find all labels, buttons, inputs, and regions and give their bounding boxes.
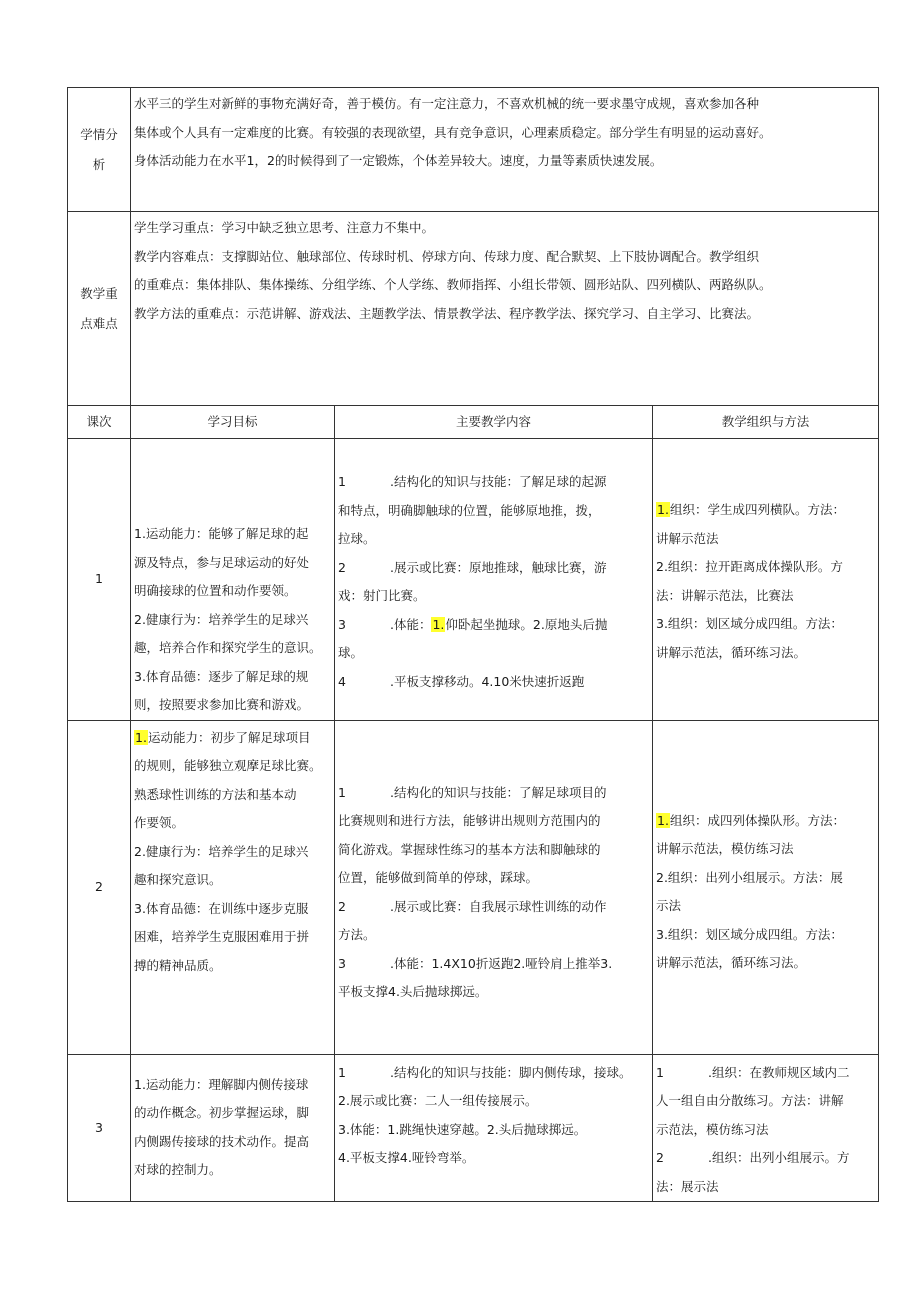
lesson-row-1 <box>68 439 879 721</box>
focus-label: 教学重 点难点 <box>68 212 131 406</box>
analysis-label: 学情分 析 <box>68 88 131 212</box>
lesson-method: 1.组织：成四列体操队形。方法： 讲解示范法，模仿练习法 2.组织：出列小组展示。方法：展 示法 3.组织：划区域分成四组。方法： 讲解示范法，循环练习法。 <box>653 720 879 1054</box>
lesson-row-2 <box>68 720 879 1054</box>
lesson-method: 1.组织：学生成四列横队。方法： 讲解示范法 2.组织：拉开距离成体操队形。方 法：讲解示范法，比赛法 3.组织：划区域分成四组。方法： 讲解示范法，循环练习法。 <box>653 439 879 721</box>
lesson-number: 3 <box>68 1054 131 1202</box>
lesson-content: 1 .结构化的知识与技能：了解足球项目的 比赛规则和进行方法，能够讲出规则方范围内的 简化游戏。掌握球性练习的基本方法和脚触球的 位置，能够做到简单的停球，踩球。 2 .展示或比赛：自我展示球性训练的动作 方法。 3 .体能：1.4X10折返跑2.哑铃肩上推举3. 平板支撑4.头后抛球掷远。 <box>335 720 653 1054</box>
lesson-goals: 1.运动能力：能够了解足球的起 源及特点，参与足球运动的好处 明确接球的位置和动作要领。 2.健康行为：培养学生的足球兴 趣，培养合作和探究学生的意识。 3.体育品德：逐步了解足球的规 则，按照要求参加比赛和游戏。 <box>131 439 335 721</box>
table-header-row <box>68 406 879 439</box>
lesson-goals: 1.运动能力：初步了解足球项目 的规则，能够独立观摩足球比赛。 熟悉球性训练的方法和基本动 作要领。 2.健康行为：培养学生的足球兴 趣和探究意识。 3.体育品德：在训练中逐步克服 困难，培养学生克服困难用于拼 搏的精神品质。 <box>131 720 335 1054</box>
analysis-text: 水平三的学生对新鲜的事物充满好奇，善于模仿。有一定注意力，不喜欢机械的统一要求墨守成规，喜欢参加各种 集体或个人具有一定难度的比赛。有较强的表现欲望，具有竞争意识，心理素质稳定。部分学生有明显的运动喜好。 身体活动能力在水平1，2的时候得到了一定锻炼，个体差异较大。速度，力量等素质快速发展。 <box>131 88 879 212</box>
lesson-method: 1 .组织：在教师规区域内二 人一组自由分散练习。方法：讲解 示范法，模仿练习法 2 .组织：出列小组展示。方 法：展示法 <box>653 1054 879 1202</box>
lesson-plan-page <box>67 87 878 1202</box>
lesson-number: 2 <box>68 720 131 1054</box>
focus-row <box>68 212 879 406</box>
focus-text: 学生学习重点：学习中缺乏独立思考、注意力不集中。 教学内容难点：支撑脚站位、触球部位、传球时机、停球方向、传球力度、配合默契、上下肢协调配合。教学组织 的重难点：集体排队、集体操练、分组学练、个人学练、教师指挥、小组长带领、圆形站队、四列横队、两路纵队。 教学方法的重难点：示范讲解、游戏法、主题教学法、情景教学法、程序教学法、探究学习、自主学习、比赛法。 <box>131 212 879 406</box>
header-content: 主要教学内容 <box>335 406 653 439</box>
lesson-row-3 <box>68 1054 879 1202</box>
lesson-content: 1 .结构化的知识与技能：了解足球的起源 和特点，明确脚触球的位置，能够原地推，拨， 拉球。 2 .展示或比赛：原地推球，触球比赛，游 戏：射门比赛。 3 .体能：1.仰卧起坐抛球。2.原地头后抛 球。 4 .平板支撑移动。4.10米快速折返跑 <box>335 439 653 721</box>
lesson-goals: 1.运动能力：理解脚内侧传接球 的动作概念。初步掌握运球，脚 内侧踢传接球的技术动作。提高 对球的控制力。 <box>131 1054 335 1202</box>
header-method: 教学组织与方法 <box>653 406 879 439</box>
header-goals: 学习目标 <box>131 406 335 439</box>
lesson-content: 1 .结构化的知识与技能：脚内侧传球，接球。 2.展示或比赛：二人一组传接展示。 3.体能：1.跳绳快速穿越。2.头后抛球掷远。 4.平板支撑4.哑铃弯举。 <box>335 1054 653 1202</box>
lesson-plan-table <box>67 87 879 1202</box>
lesson-number: 1 <box>68 439 131 721</box>
header-lesson: 课次 <box>68 406 131 439</box>
analysis-row <box>68 88 879 212</box>
